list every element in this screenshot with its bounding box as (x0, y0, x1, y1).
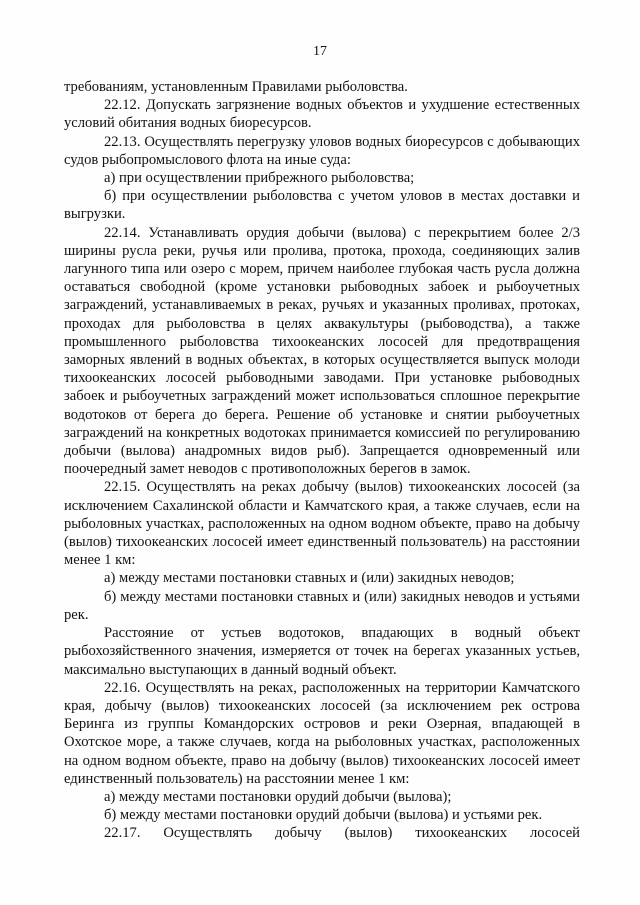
paragraph: Расстояние от устьев водотоков, впадающих в водный объект рыбохозяйственного значения, измеряется от точек на берегах указанных устьев, максимально выступающих в данный водный объект. (64, 625, 580, 678)
paragraph: 22.13. Осуществлять перегрузку уловов водных биоресурсов с добывающих судов рыбопромыслового флота на иные суда: (64, 133, 580, 168)
paragraph: требованиям, установленным Правилами рыболовства. (64, 79, 408, 95)
paragraph: 22.14. Устанавливать орудия добычи (вылова) с перекрытием более 2/3 ширины русла реки, ручья или пролива, протока, прохода, соединяющих залив лагунного типа или озеро с морем, причем наиболее глубокая часть русла должна оставаться свободной (кроме установки рыбоводных забоек и рыбоучетных заграждений, устанавливаемых в реках, ручьях и указанных проливах, протоках, проходах для рыболовства в целях аквакультуры (рыбоводства), а также промышленного рыболовства тихоокеанских лососей для предотвращения заморных явлений в водных объектах, в которых осуществляется выпуск молоди тихоокеанских лососей рыбоводными заводами. При установке рыбоводных забоек и рыбоучетных заграждений может использоваться сплошное перекрытие водотоков от берега до берега. Решение об установке и снятии рыбоучетных заграждений на конкретных водотоках принимается комиссией по регулированию добычи (вылова) анадромных видов рыб). Запрещается одновременный или поочередный замет неводов с противоположных берегов в замок. (64, 224, 580, 478)
paragraph: 22.15. Осуществлять на реках добычу (вылов) тихоокеанских лососей (за исключением Сахалинской области и Камчатского края, а также случаев, если на рыболовных участках, расположенных на одном водном объекте, право на добычу (вылов) тихоокеанских лососей имеет единственный пользователь) на расстоянии менее 1 км: (64, 479, 580, 569)
paragraph: а) между местами постановки ставных и (или) закидных неводов; (104, 570, 515, 587)
paragraph: б) между местами постановки ставных и (или) закидных неводов и устьями рек. (64, 588, 580, 623)
paragraph: б) при осуществлении рыболовства с учетом уловов в местах доставки и выгрузки. (64, 188, 580, 223)
paragraph: а) между местами постановки орудий добычи (вылова); (104, 788, 452, 805)
page-number: 17 (313, 44, 327, 59)
paragraph: а) при осуществлении прибрежного рыболовства; (104, 170, 415, 187)
paragraph: б) между местами постановки орудий добычи (вылова) и устьями рек. (104, 807, 543, 824)
paragraph: 22.17. Осуществлять добычу (вылов) тихоокеанских лососей (104, 825, 580, 842)
paragraph: 22.16. Осуществлять на реках, расположенных на территории Камчатского края, добычу (вылов) тихоокеанских лососей (за исключением рек острова Беринга из группы Командорских островов и реки Озерная, впадающей в Охотское море, а также случаев, когда на рыболовных участках, расположенных на одном водном объекте, право на добычу (вылов) тихоокеанских лососей имеет единственный пользователь) на расстоянии менее 1 км: (64, 679, 580, 787)
document-body (64, 78, 580, 843)
paragraph: 22.12. Допускать загрязнение водных объектов и ухудшение естественных условий обитания водных биоресурсов. (64, 97, 580, 132)
